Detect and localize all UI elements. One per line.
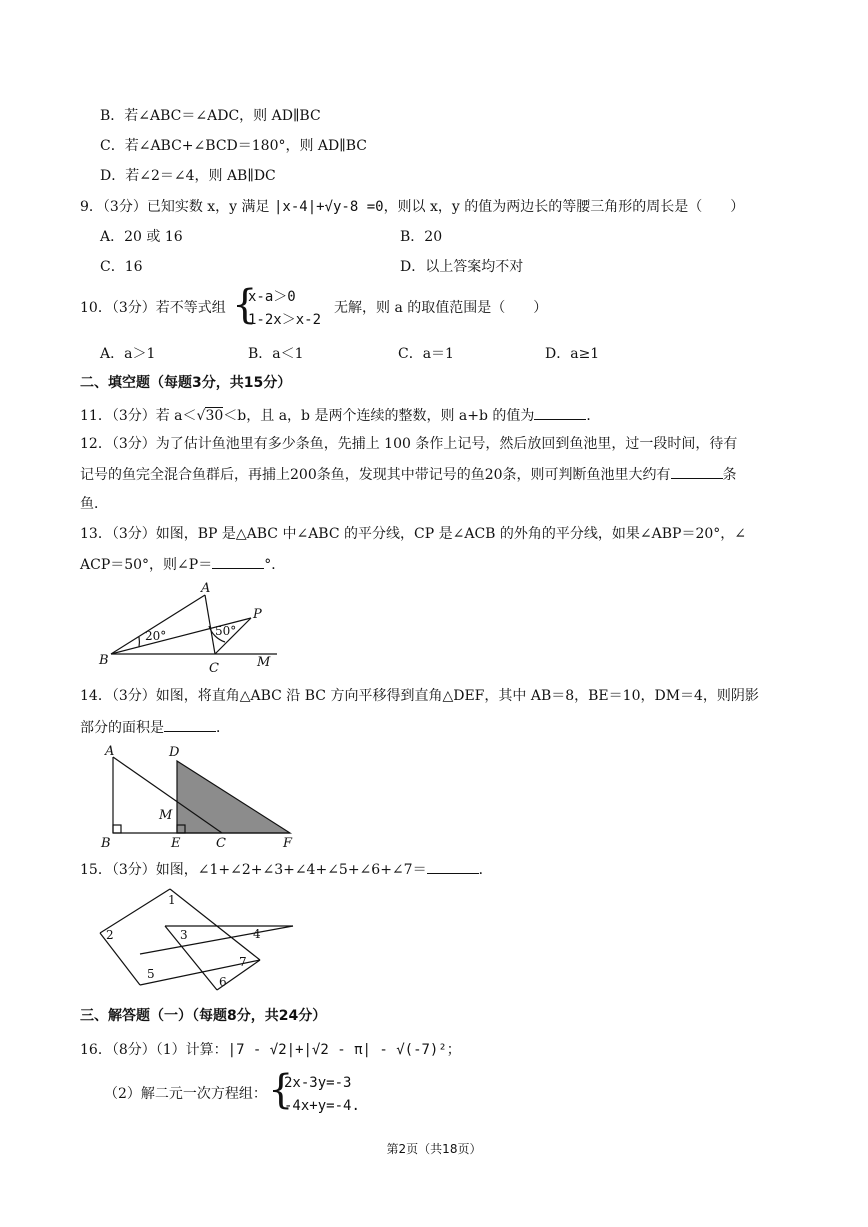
q16-part1-pre: 16．（8分）（1）计算：: [80, 1042, 228, 1058]
q9-option-d: D．以上答案均不对: [400, 259, 524, 275]
q15-label-3: 3: [180, 928, 188, 942]
q15-stem-text: 15．（3分）如图，∠1+∠2+∠3+∠4+∠5+∠6+∠7＝: [80, 862, 427, 878]
q10-option-a: A．a＞1: [100, 346, 156, 362]
q16-part1-formula: |7 - √2|+|√2 - π| - √(-7)²: [227, 1042, 447, 1058]
q15-label-6: 6: [219, 975, 227, 989]
q9-option-a: A．20 或 16: [100, 229, 183, 245]
q8-option-c: C．若∠ABC+∠BCD＝180°，则 AD∥BC: [100, 138, 367, 154]
q9-stem-post: ，则以 x，y 的值为两边长的等腰三角形的周长是（ ）: [383, 199, 745, 215]
q14-right-angle-b: [113, 825, 121, 833]
q13-label-b: B: [99, 653, 109, 668]
q11-end: ．: [586, 408, 601, 424]
q9-option-b: B．20: [400, 229, 443, 245]
q16-part2-pre: （2）解二元一次方程组：: [104, 1086, 267, 1102]
q14-answer-blank[interactable]: [164, 717, 216, 732]
q13-line-ac: [205, 595, 215, 654]
q13-angle-20: 20°: [145, 629, 167, 643]
q8-option-d: D．若∠2＝∠4，则 AB∥DC: [100, 168, 276, 184]
q11-sqrt-arg: 30: [205, 408, 224, 424]
q11-answer-blank[interactable]: [534, 405, 586, 420]
q15-line-7: [165, 926, 217, 990]
q12-line3: 鱼．: [80, 496, 108, 512]
q15-line-6: [140, 926, 293, 954]
q14-label-b: B: [101, 836, 111, 851]
q13-angle-50: 50°: [215, 624, 237, 638]
q13-line2-end: °．: [264, 557, 286, 573]
section-fill-in-title: 二、填空题（每题3分，共15分）: [80, 375, 292, 391]
q8-option-b: B．若∠ABC＝∠ADC，则 AD∥BC: [100, 108, 321, 124]
q12-answer-blank[interactable]: [671, 464, 723, 479]
q11-stem: [80, 405, 600, 426]
q15-label-7: 7: [239, 955, 247, 969]
q12-line2-text: 记号的鱼完全混合鱼群后，再捕上200条鱼，发现其中带记号的鱼20条，则可判断鱼池里大约有: [80, 467, 671, 483]
q15-label-1: 1: [168, 893, 176, 907]
page-footer: 第2页（共18页）: [386, 1142, 482, 1156]
q11-sqrt-sign: √: [196, 408, 206, 424]
q10-brace: {: [232, 282, 258, 328]
section-solve-title: 三、解答题（一）（每题8分，共24分）: [80, 1008, 327, 1024]
q13-figure: [95, 580, 285, 675]
q11-pre: 11．（3分）若 a＜: [80, 408, 197, 424]
q13-answer-blank[interactable]: [212, 554, 264, 569]
q11-post: ＜b，且 a，b 是两个连续的整数，则 a+b 的值为: [223, 408, 535, 424]
q15-stem: [80, 859, 493, 880]
q13-label-a: A: [201, 581, 211, 596]
q16-eq2: [284, 1096, 360, 1116]
q15-answer-blank[interactable]: [427, 859, 479, 874]
q14-line2-end: ．: [216, 720, 230, 736]
q16-part2-end: .: [351, 1098, 360, 1114]
q9-option-c: C．16: [100, 259, 143, 275]
q14-label-a: A: [105, 744, 115, 759]
q13-label-p: P: [253, 607, 262, 622]
q15-line-1: [100, 889, 170, 933]
q12-line2-end: 条: [722, 467, 737, 483]
q9-stem-pre: 9．（3分）已知实数 x，y 满足: [80, 199, 274, 215]
q15-figure: [95, 882, 300, 992]
q14-shaded-region: [177, 761, 290, 833]
q9-stem: [80, 197, 744, 217]
q13-label-m: M: [257, 655, 271, 670]
q16-eq2-text: -4x+y=-4: [284, 1098, 352, 1114]
q10-ineq2: 1-2x＞x-2: [248, 312, 322, 328]
q12-line2: [80, 464, 737, 485]
q13-line-ba: [111, 595, 205, 654]
q10-stem-post: 无解，则 a 的取值范围是（ ）: [334, 300, 548, 316]
q14-line1: 14．（3分）如图，将直角△ABC 沿 BC 方向平移得到直角△DEF，其中 AB＝8，BE＝10，DM＝4，则阴影: [80, 688, 759, 704]
q15-label-4: 4: [253, 927, 261, 941]
q16-part1: [80, 1040, 461, 1060]
q14-label-d: D: [169, 745, 180, 760]
q10-option-d: D．a≥1: [545, 346, 600, 362]
q15-label-5: 5: [147, 967, 155, 981]
q14-label-c: C: [216, 836, 226, 851]
q10-option-c: C．a＝1: [398, 346, 454, 362]
q14-line2: [80, 717, 230, 738]
q10-stem-pre: 10．（3分）若不等式组: [80, 300, 226, 316]
q14-label-m: M: [159, 808, 173, 823]
q13-line2: [80, 554, 285, 575]
q10-option-b: B．a＜1: [248, 346, 304, 362]
q9-formula: |x-4|+√y-8 =0: [273, 199, 384, 215]
q14-label-f: F: [283, 836, 293, 851]
q12-line1: 12．（3分）为了估计鱼池里有多少条鱼，先捕上 100 条作上记号，然后放回到鱼池里，过一段时间，待有: [80, 436, 738, 452]
q14-figure: [95, 742, 305, 852]
q14-line2-text: 部分的面积是: [80, 720, 164, 736]
q15-end: ．: [478, 862, 493, 878]
q13-line2-text: ACP＝50°，则∠P＝: [80, 557, 213, 573]
q13-line1: 13．（3分）如图，BP 是△ABC 中∠ABC 的平分线，CP 是∠ACB 的外角的平分线，如果∠ABP＝20°，∠: [80, 526, 746, 542]
q15-label-2: 2: [106, 928, 114, 942]
q16-brace: {: [268, 1067, 294, 1113]
q16-part1-end: ；: [446, 1042, 461, 1058]
q14-label-e: E: [171, 836, 181, 851]
q10-ineq1: x-a＞0: [248, 289, 296, 305]
q13-label-c: C: [209, 661, 219, 675]
q16-eq1: 2x-3y=-3: [284, 1075, 352, 1091]
